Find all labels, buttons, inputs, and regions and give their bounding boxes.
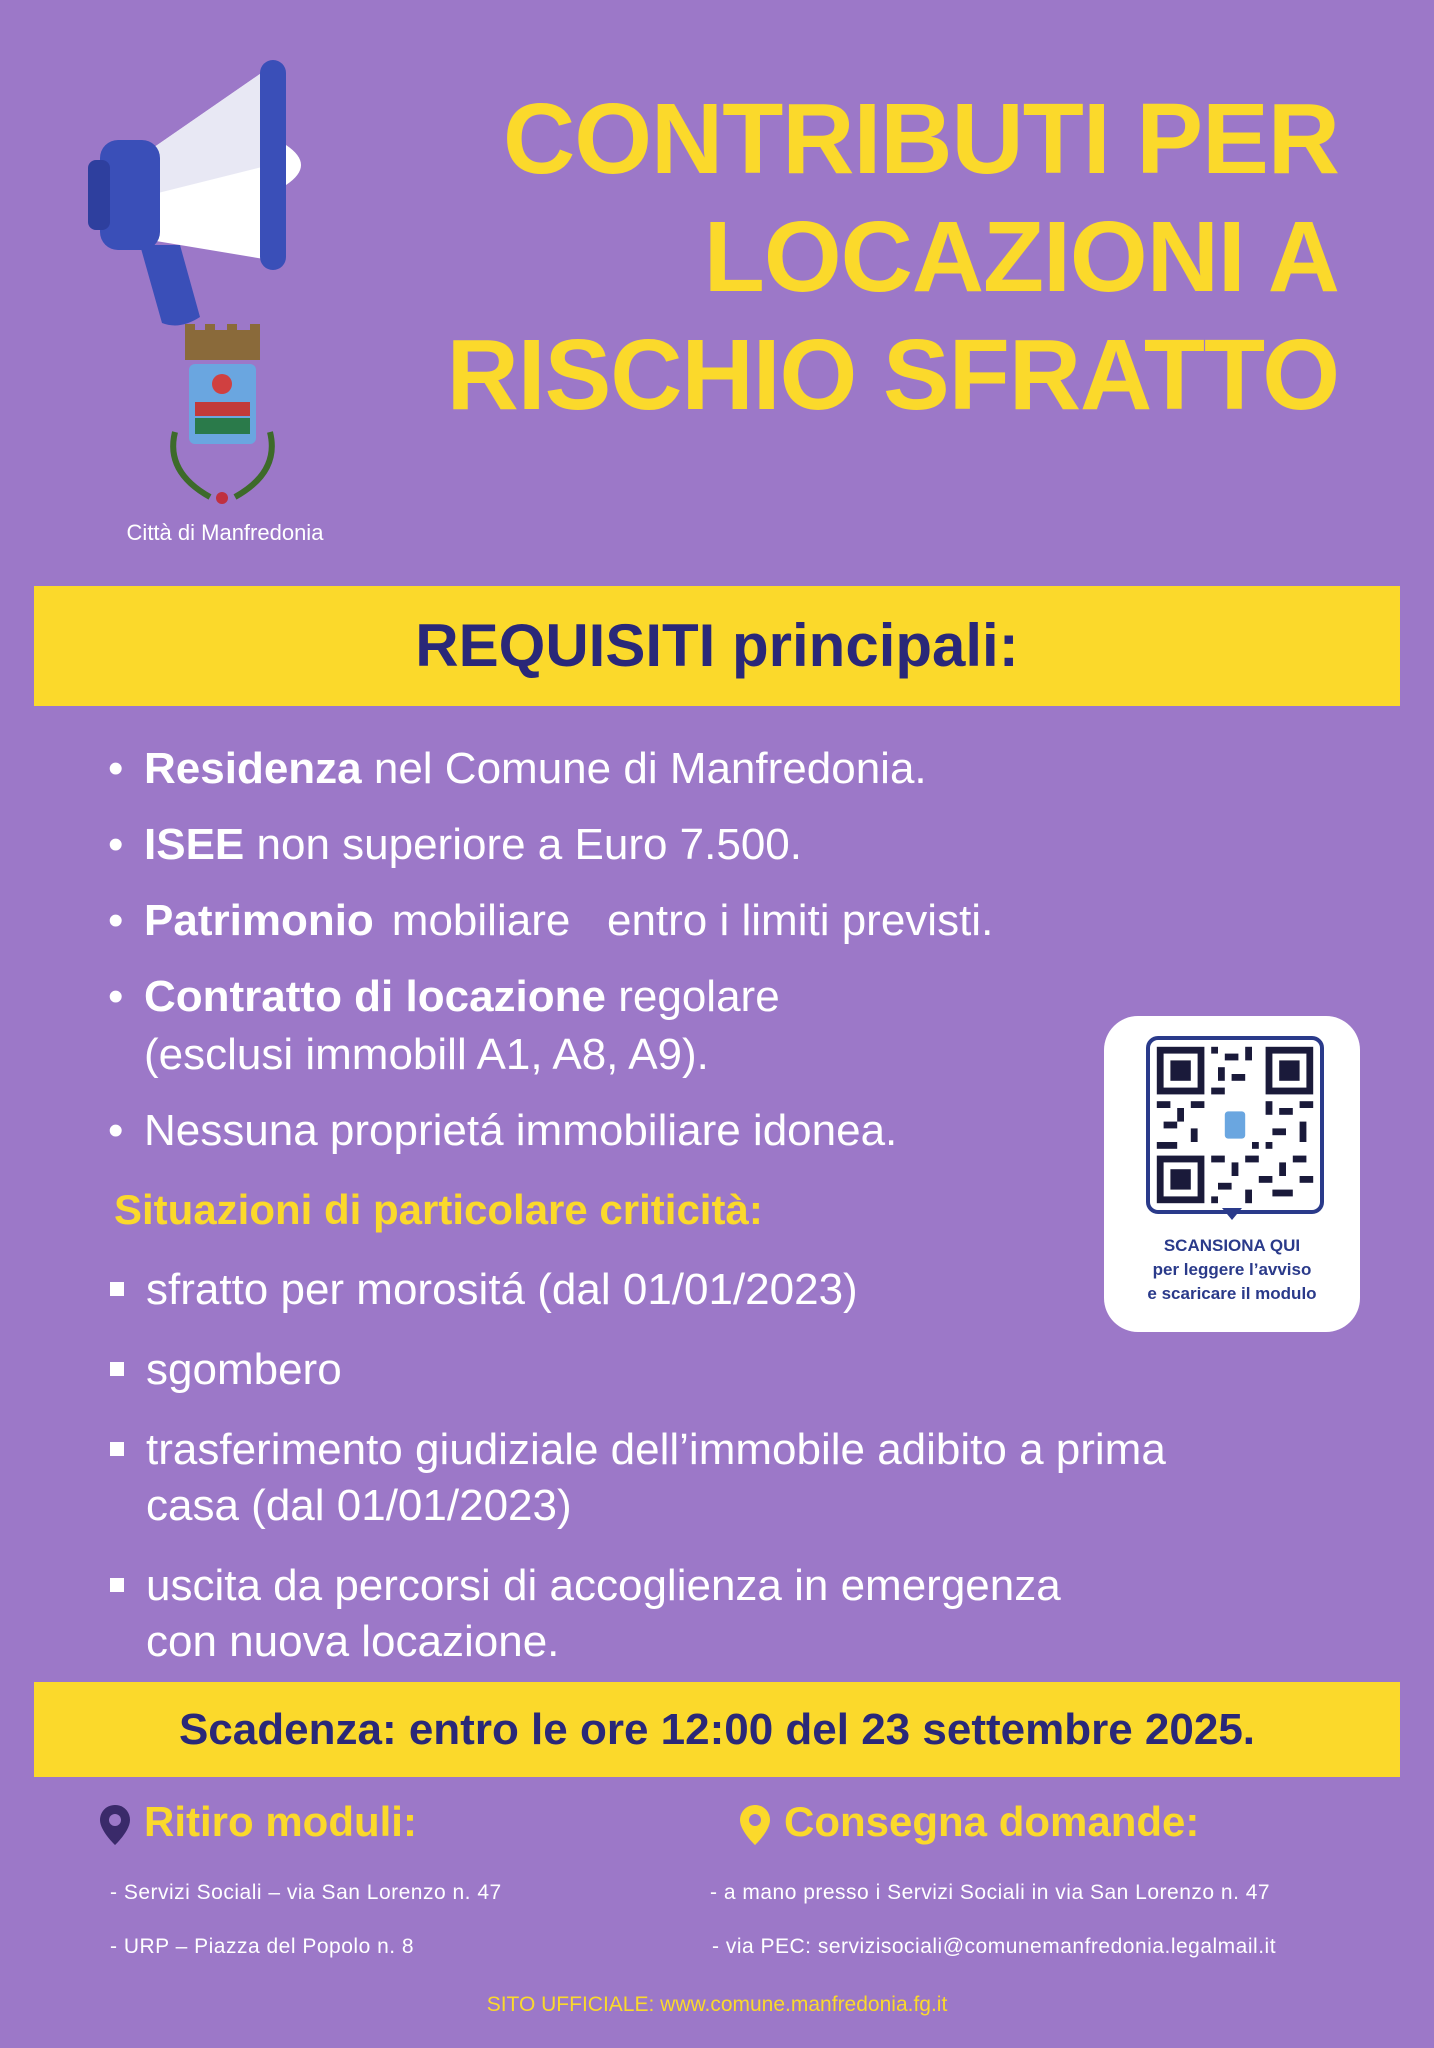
qr-caption-line-1: SCANSIONA QUI [1163, 1236, 1301, 1255]
qr-pointer [1222, 1208, 1242, 1220]
location-pin-icon [100, 1805, 130, 1845]
qr-code-icon[interactable] [1150, 1040, 1320, 1210]
situations-heading: Situazioni di particolare criticità: [114, 1186, 763, 1233]
req-rest: nel Comune di Manfredonia. [361, 744, 927, 793]
list-item [108, 1262, 1308, 1318]
req-bold: Patrimonio [144, 896, 374, 945]
situations-list [108, 1262, 1308, 1694]
situation-text: uscita da percorsi di accoglienza in emergenza [146, 1561, 1061, 1610]
list-item [108, 1342, 1308, 1398]
req-rest: non superiore a Euro 7.500. [244, 820, 802, 869]
page-title [447, 80, 1339, 434]
situation-text: trasferimento giudiziale dell’immobile adibito a prima [146, 1425, 1166, 1474]
pickup-title: Ritiro moduli: [144, 1798, 417, 1845]
qr-code-frame[interactable] [1146, 1036, 1324, 1214]
title-line-3: RISCHIO SFRATTO [446, 319, 1339, 431]
list-item: • Nessuna proprietá immobiliare idonea. [108, 1106, 898, 1155]
situation-text-line2: con nuova locazione. [146, 1617, 560, 1666]
list-item [108, 1558, 1308, 1670]
req-rest: regolare [606, 972, 780, 1021]
delivery-line-1: - a mano presso i Servizi Sociali in via San Lorenzo n. 47 [710, 1881, 1271, 1904]
title-line-1: CONTRIBUTI PER [503, 83, 1339, 195]
requirements-heading [34, 586, 1400, 706]
list-item [108, 1422, 1308, 1534]
deadline-banner: Scadenza: entro le ore 12:00 del 23 settembre 2025. [34, 1682, 1400, 1777]
req-line2: (esclusi immobill A1, A8, A9). [144, 1030, 709, 1079]
req-bold: ISEE [144, 820, 245, 869]
location-pin-icon [740, 1805, 770, 1845]
list-item: • Residenza nel Comune di Manfredonia. [108, 744, 927, 793]
situation-text: sfratto per morositá (dal 01/01/2023) [146, 1265, 858, 1314]
req-rest: Nessuna proprietá immobiliare idonea. [144, 1106, 898, 1155]
qr-caption-line-3: e scaricare il modulo [1147, 1284, 1317, 1303]
title-line-2: LOCAZIONI A [703, 201, 1339, 313]
qr-caption-line-2: per leggere l’avviso [1152, 1260, 1312, 1279]
list-item: • Patrimonio mobiliare entro i limiti previsti. [108, 896, 994, 945]
list-item: • Contratto di locazione regolare (esclusi immobill A1, A8, A9). [108, 972, 780, 1079]
situation-text: sgombero [146, 1345, 342, 1394]
requirements-heading-bold: REQUISITI [415, 612, 716, 679]
city-name: Città di Manfredonia [126, 520, 324, 545]
delivery-line-2: - via PEC: servizisociali@comunemanfredonia.legalmail.it [712, 1935, 1277, 1958]
delivery-title: Consegna domande: [784, 1798, 1200, 1845]
situation-text-line2: casa (dal 01/01/2023) [146, 1481, 572, 1530]
megaphone-icon [80, 55, 380, 335]
city-crest-logo [155, 322, 290, 512]
requirements-list [108, 740, 1088, 1178]
req-rest: mobiliare entro i limiti previsti. [391, 896, 994, 945]
requirements-heading-rest: principali: [715, 612, 1019, 679]
pickup-line-2: - URP – Piazza del Popolo n. 8 [110, 1935, 415, 1958]
req-bold: Contratto di locazione [144, 972, 606, 1021]
official-site-link[interactable]: SITO UFFICIALE: www.comune.manfredonia.fg.it [486, 1993, 948, 2016]
req-bold: Residenza [144, 744, 362, 793]
delivery-heading [740, 1792, 1199, 1852]
pickup-heading [100, 1792, 417, 1852]
pickup-line-1: - Servizi Sociali – via San Lorenzo n. 47 [110, 1881, 502, 1904]
list-item: • ISEE non superiore a Euro 7.500. [108, 820, 802, 869]
